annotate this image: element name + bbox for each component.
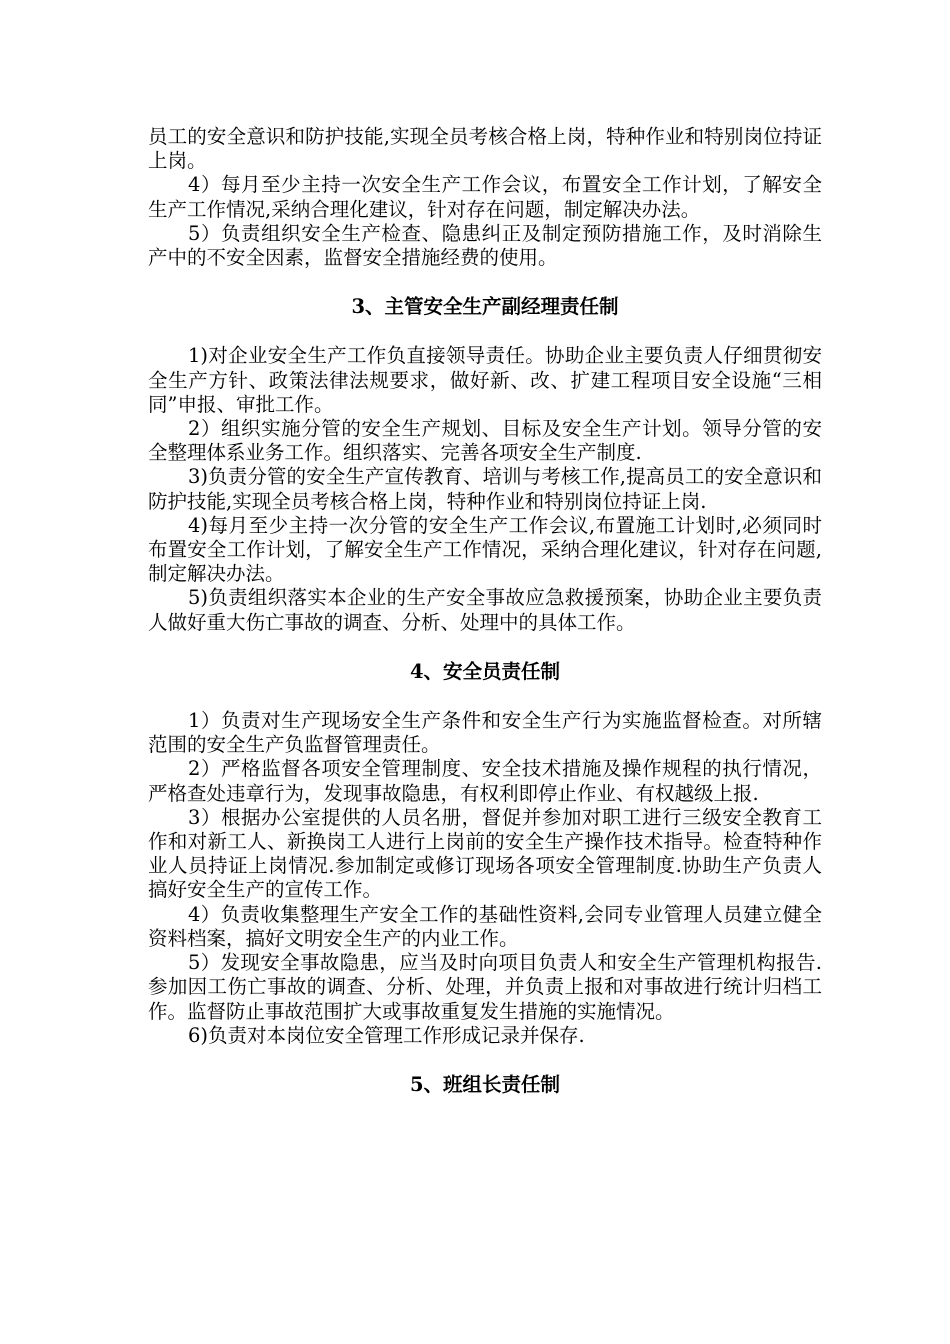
- list-item: 3)负责分管的安全生产宣传教育、培训与考核工作,提高员工的安全意识和防护技能,实现全员考核合格上岗，特种作业和特别岗位持证上岗.: [148, 465, 822, 513]
- list-item: 5）发现安全事故隐患，应当及时向项目负责人和安全生产管理机构报告.参加因工伤亡事故的调查、分析、处理，并负责上报和对事故进行统计归档工作。监督防止事故范围扩大或事故重复发生措施的实施情况。: [148, 951, 822, 1023]
- list-item: 4)每月至少主持一次分管的安全生产工作会议,布置施工计划时,必须同时布置安全工作计划，了解安全生产工作情况，采纳合理化建议，针对存在问题,制定解决办法。: [148, 513, 822, 586]
- list-item: 5)负责组织落实本企业的生产安全事故应急救援预案，协助企业主要负责人做好重大伤亡事故的调查、分析、处理中的具体工作。: [148, 586, 822, 634]
- list-item: 2）严格监督各项安全管理制度、安全技术措施及操作规程的执行情况，严格查处违章行为，发现事故隐患，有权利即停止作业、有权越级上报.: [148, 757, 822, 805]
- list-item: 1)对企业安全生产工作负直接领导责任。协助企业主要负责人仔细贯彻安全生产方针、政策法律法规要求，做好新、改、扩建工程项目安全设施“三相同”申报、审批工作。: [148, 344, 822, 416]
- list-item: 4）负责收集整理生产安全工作的基础性资料,会同专业管理人员建立健全资料档案，搞好文明安全生产的内业工作。: [148, 902, 822, 950]
- section-heading: 4、安全员责任制: [409, 659, 561, 683]
- section-heading: 3、主管安全生产副经理责任制: [351, 295, 619, 319]
- list-item: 3）根据办公室提供的人员名册，督促并参加对职工进行三级安全教育工作和对新工人、新换岗工人进行上岗前的安全生产操作技术指导。检查特种作业人员持证上岗情况.参加制定或修订现场各项安全管理制度.协助生产负责人搞好安全生产的宣传工作。: [148, 805, 822, 902]
- list-item: 2）组织实施分管的安全生产规划、目标及安全生产计划。领导分管的安全整理体系业务工作。组织落实、完善各项安全生产制度.: [148, 417, 822, 465]
- paragraph: 员工的安全意识和防护技能,实现全员考核合格上岗，特种作业和特别岗位持证上岗。: [148, 125, 822, 173]
- document-body: [148, 125, 822, 1097]
- list-item: 6)负责对本岗位安全管理工作形成记录并保存.: [188, 1023, 585, 1047]
- list-item: 1）负责对生产现场安全生产条件和安全生产行为实施监督检查。对所辖范围的安全生产负监督管理责任。: [148, 709, 822, 757]
- section-heading: 5、班组长责任制: [409, 1072, 561, 1096]
- paragraph: 4）每月至少主持一次安全生产工作会议，布置安全工作计划，了解安全生产工作情况,采纳合理化建议，针对存在问题，制定解决办法。: [148, 173, 822, 221]
- paragraph: 5）负责组织安全生产检查、隐患纠正及制定预防措施工作，及时消除生产中的不安全因素，监督安全措施经费的使用。: [148, 221, 822, 270]
